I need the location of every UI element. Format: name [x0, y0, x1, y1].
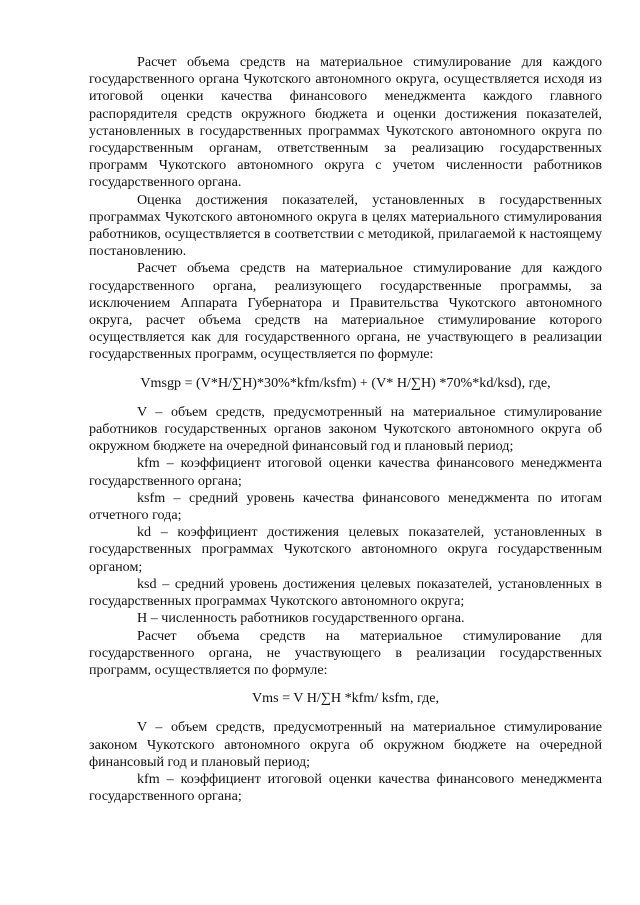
formula-vmsgp: Vmsgp = (V*H/∑H)*30%*kfm/ksfm) + (V* H/∑H) *70%*kd/ksd), где,	[140, 374, 551, 391]
paragraph-indicator-assessment: Оценка достижения показателей, установленных в государственных программах Чукотского автономного округа в целях материального стимулирования работников, осуществляется в соответствии с методикой, прилагаемой к настоящему постановлению.	[89, 191, 602, 260]
definition-h: H – численность работников государственного органа.	[137, 610, 465, 627]
definition-kfm-second: kfm – коэффициент итоговой оценки качества финансового менеджмента государственного органа;	[89, 770, 602, 805]
definition-ksd: ksd – средний уровень достижения целевых показателей, установленных в государственных программах Чукотского автономного округа;	[89, 575, 602, 610]
definition-kd: kd – коэффициент достижения целевых показателей, установленных в государственных программах Чукотского автономного округа государственным органом;	[89, 524, 602, 575]
paragraph-program-organ-calculation: Расчет объема средств на материальное стимулирование для каждого государственного органа, реализующего государственные программы, за исключением Аппарата Губернатора и Правительства Чукотского автономного округа, расчет объема средств на материальное стимулирование которого осуществляется как для государственного органа, не участвующего в реализации государственных программ, осуществляется по формуле:	[89, 260, 602, 363]
paragraph-non-program-organ-calculation: Расчет объема средств на материальное стимулирование для государственного органа, не участвующего в реализации государственных программ, осуществляется по формуле:	[89, 627, 602, 678]
definition-kfm: kfm – коэффициент итоговой оценки качества финансового менеджмента государственного органа;	[89, 455, 602, 489]
definition-ksfm: ksfm – средний уровень качества финансового менеджмента по итогам отчетного года;	[89, 489, 602, 524]
document-body	[89, 54, 602, 805]
definition-v-second: V – объем средств, предусмотренный на материальное стимулирование законом Чукотского автономного округа об окружном бюджете на очередной финансовый год и плановый период;	[89, 719, 602, 770]
formula-vms: Vms = V H/∑H *kfm/ ksfm, где,	[251, 690, 440, 707]
definition-v: V – объем средств, предусмотренный на материальное стимулирование работников государственных органов законом Чукотского автономного округа об окружном бюджете на очередной финансовый год и плановый период;	[89, 403, 602, 455]
paragraph-calculation-basis: Расчет объема средств на материальное стимулирование для каждого государственного органа Чукотского автономного округа, осуществляется исходя из итоговой оценки качества финансового менеджмента каждого главного распорядителя средств окружного бюджета и оценки достижения показателей, установленных в государственных программах Чукотского автономного округа по государственным органам, ответственным за реализацию государственных программ Чукотского автономного округа с учетом численности работников государственного органа.	[89, 54, 602, 191]
